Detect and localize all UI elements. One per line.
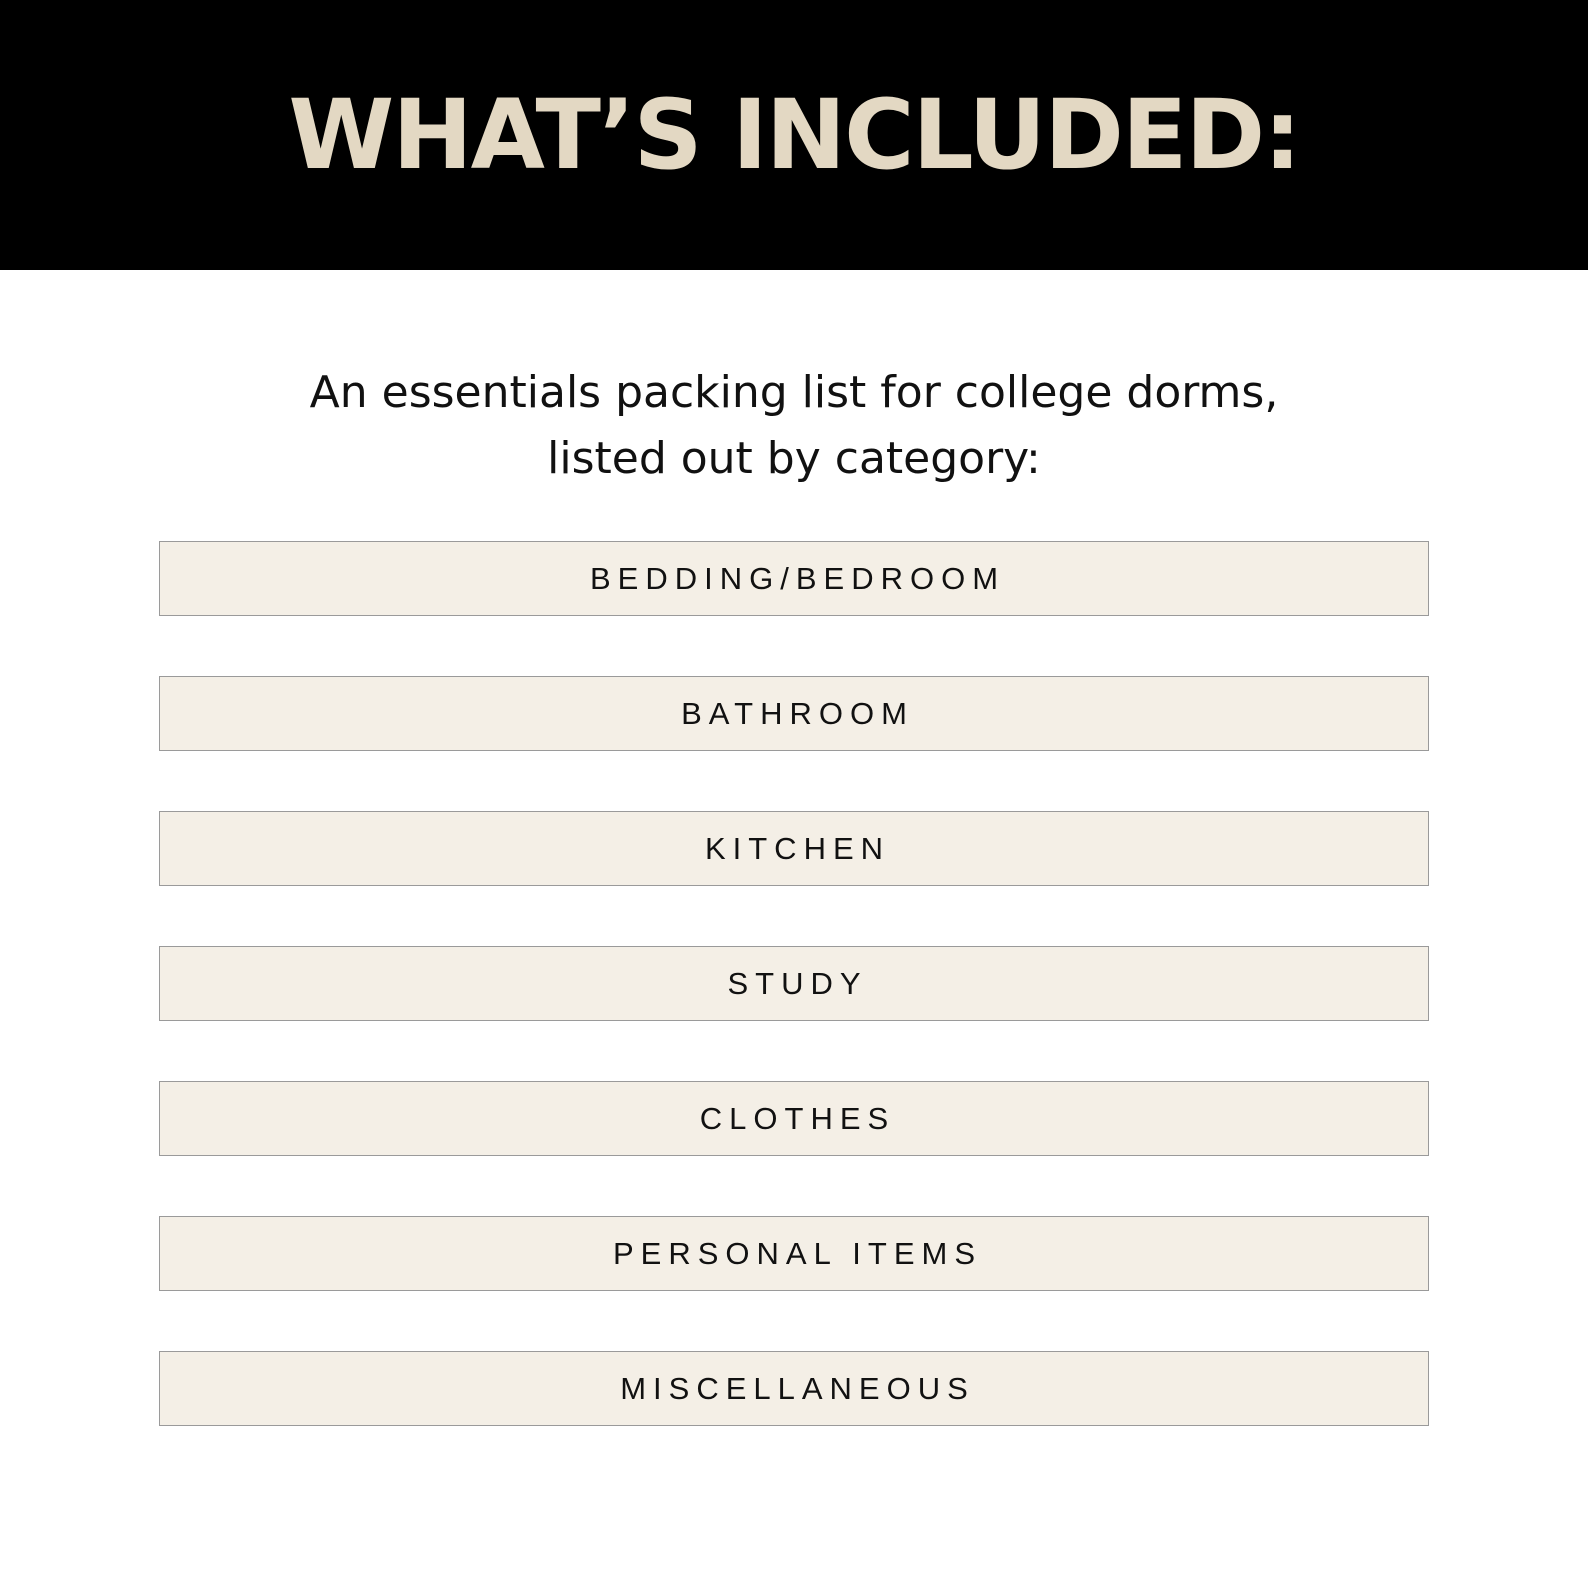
category-list — [159, 541, 1429, 1486]
category-kitchen — [159, 811, 1429, 886]
category-bathroom — [159, 676, 1429, 751]
category-study — [159, 946, 1429, 1021]
intro-text — [0, 360, 1588, 492]
category-personal-items — [159, 1216, 1429, 1291]
category-clothes — [159, 1081, 1429, 1156]
page-title: WHAT’S INCLUDED: — [288, 79, 1300, 191]
intro-line-1: An essentials packing list for college dorms, — [309, 367, 1279, 418]
category-label: PERSONAL ITEMS — [612, 1235, 983, 1271]
category-label: STUDY — [727, 965, 868, 1001]
header-band — [0, 0, 1588, 270]
category-label: CLOTHES — [699, 1100, 896, 1136]
category-label: KITCHEN — [704, 830, 891, 866]
category-bedding-bedroom — [159, 541, 1429, 616]
category-label: BATHROOM — [681, 695, 914, 731]
category-label: MISCELLANEOUS — [620, 1370, 975, 1406]
intro-line-2: listed out by category: — [547, 433, 1041, 484]
category-miscellaneous — [159, 1351, 1429, 1426]
category-label: BEDDING/BEDROOM — [589, 560, 1006, 596]
